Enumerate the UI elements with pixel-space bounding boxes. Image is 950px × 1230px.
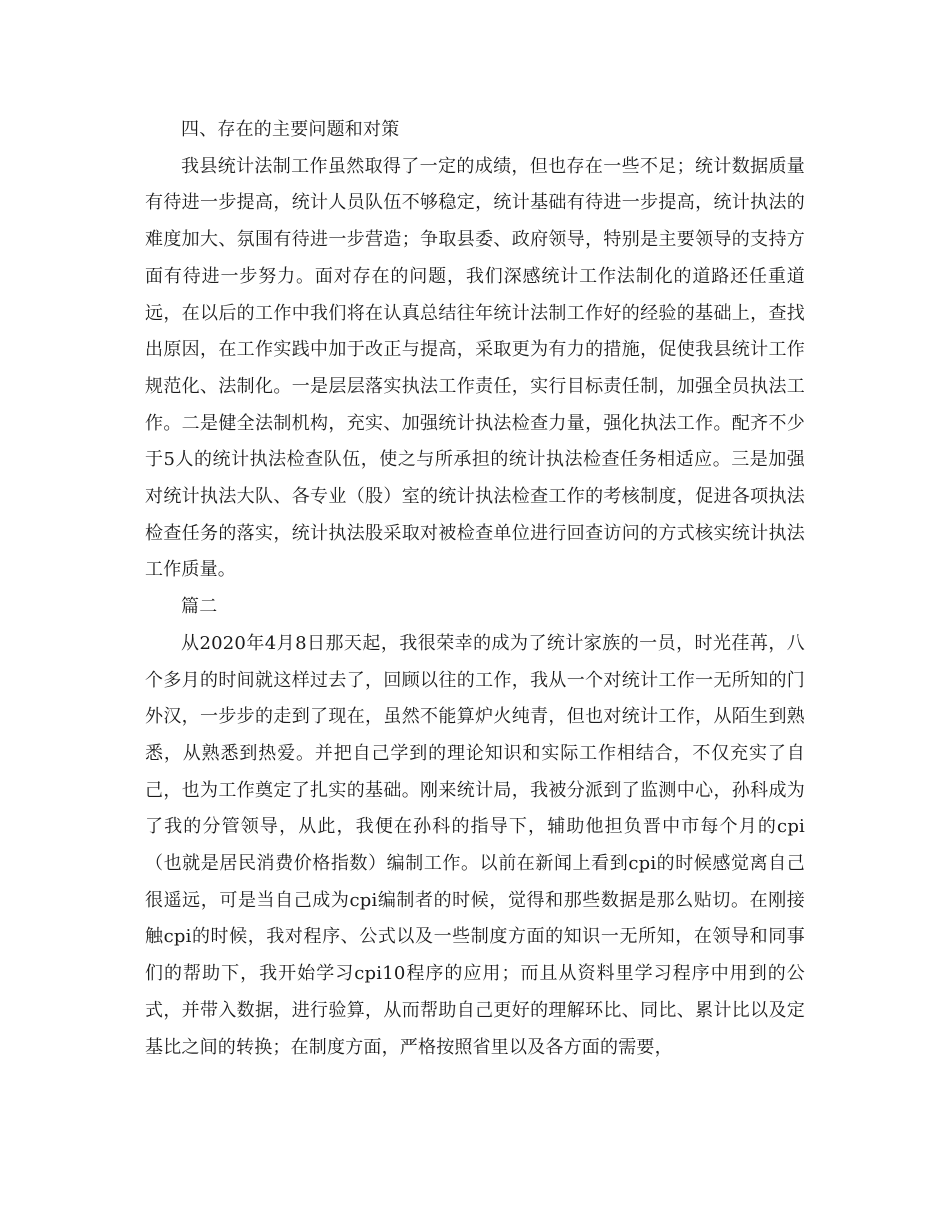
section-heading-problems: 四、存在的主要问题和对策 (181, 119, 400, 140)
paragraph-problems-and-measures: 我县统计法制工作虽然取得了一定的成绩，但也存在一些不足；统计数据质量有待进一步提高，统计人员队伍不够稳定，统计基础有待进一步提高，统计执法的难度加大、氛围有待进一步营造；争取县委、政府领导，特别是主要领导的支持方面有待进一步努力。面对存在的问题，我们深感统计工作法制化的道路还任重道远，在以后的工作中我们将在认真总结往年统计法制工作好的经验的基础上，查找出原因，在工作实践中加于改正与提高，采取更为有力的措施，促使我县统计工作规范化、法制化。一是层层落实执法工作责任，实行目标责任制，加强全员执法工作。二是健全法制机构，充实、加强统计执法检查力量，强化执法工作。配齐不少于5人的统计执法检查队伍，使之与所承担的统计执法检查任务相适应。三是加强对统计执法大队、各专业（股）室的统计执法检查工作的考核制度，促进各项执法检查任务的落实，统计执法股采取对被检查单位进行回查访问的方式核实统计执法工作质量。 (145, 155, 805, 581)
section-heading-part-two: 篇二 (181, 596, 218, 618)
document-body (145, 112, 805, 1066)
paragraph-statistics-work-review: 从2020年4月8日那天起，我很荣幸的成为了统计家族的一员，时光荏苒，八个多月的时间就这样过去了，回顾以往的工作，我从一个对统计工作一无所知的门外汉，一步步的走到了现在，虽然不能算炉火纯青，但也对统计工作，从陌生到熟悉，从熟悉到热爱。并把自己学到的理论知识和实际工作相结合，不仅充实了自己，也为工作奠定了扎实的基础。刚来统计局，我被分派到了监测中心，孙科成为了我的分管领导，从此，我便在孙科的指导下，辅助他担负晋中市每个月的cpi（也就是居民消费价格指数）编制工作。以前在新闻上看到cpi的时候感觉离自己很遥远，可是当自己成为cpi编制者的时候，觉得和那些数据是那么贴切。在刚接触cpi的时候，我对程序、公式以及一些制度方面的知识一无所知，在领导和同事们的帮助下，我开始学习cpi10程序的应用；而且从资料里学习程序中用到的公式，并带入数据，进行验算，从而帮助自己更好的理解环比、同比、累计比以及定基比之间的转换；在制度方面，严格按照省里以及各方面的需要， (145, 632, 805, 1058)
